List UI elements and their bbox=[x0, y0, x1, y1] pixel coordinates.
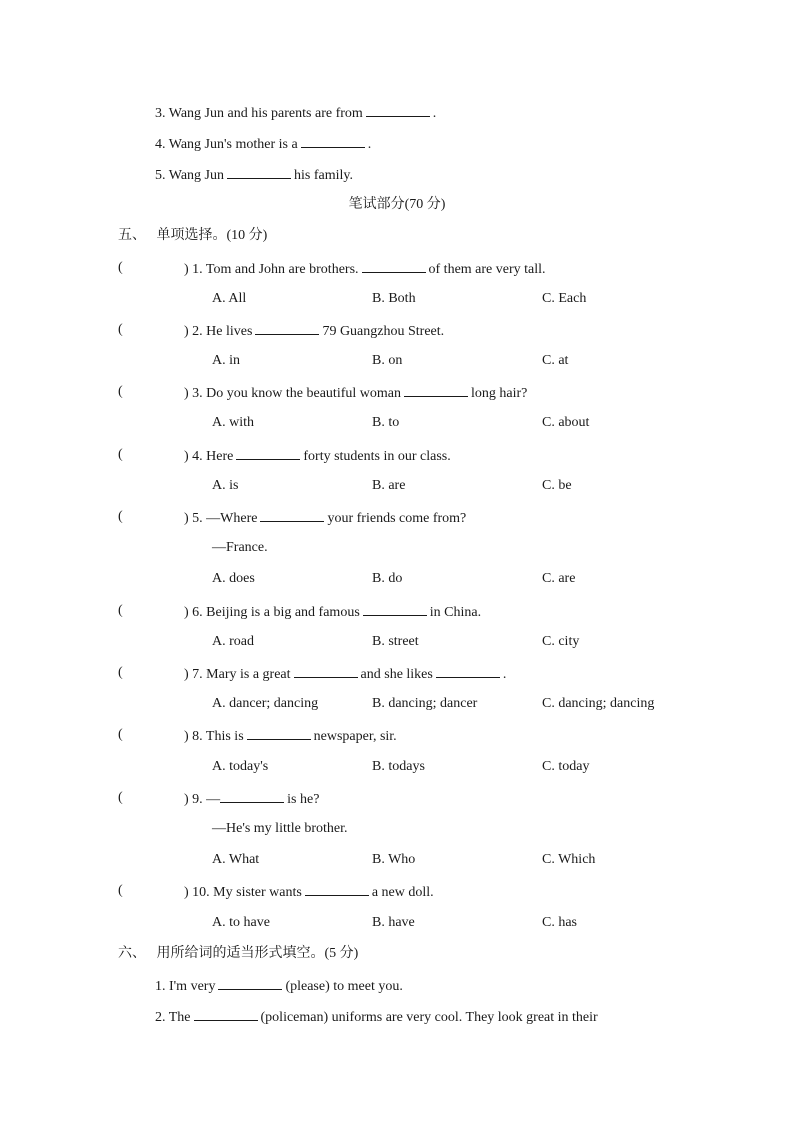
option-a[interactable]: A. dancer; dancing bbox=[212, 696, 319, 711]
option-c[interactable]: C. Which bbox=[542, 852, 596, 867]
question-8: ) 8. This is newspaper, sir. bbox=[184, 726, 397, 746]
answer-paren-open: ( bbox=[118, 509, 123, 524]
answer-blank[interactable] bbox=[366, 103, 430, 117]
listening-item-5: 5. Wang Jun his family. bbox=[155, 165, 353, 185]
dialogue-answer: —France. bbox=[212, 540, 268, 555]
answer-blank[interactable] bbox=[255, 321, 319, 335]
option-b[interactable]: B. Who bbox=[372, 852, 416, 867]
question-2: ) 2. He lives 79 Guangzhou Street. bbox=[184, 321, 444, 341]
answer-blank[interactable] bbox=[362, 259, 426, 273]
option-a[interactable]: A. in bbox=[212, 353, 240, 368]
listening-item-4: 4. Wang Jun's mother is a . bbox=[155, 134, 371, 154]
option-c[interactable]: C. city bbox=[542, 634, 580, 649]
question-5: ) 5. —Where your friends come from? bbox=[184, 508, 466, 528]
answer-paren-open: ( bbox=[118, 665, 123, 680]
option-c[interactable]: C. at bbox=[542, 353, 569, 368]
answer-blank[interactable] bbox=[247, 726, 311, 740]
answer-paren-open: ( bbox=[118, 322, 123, 337]
option-b[interactable]: B. are bbox=[372, 478, 406, 493]
option-b[interactable]: B. to bbox=[372, 415, 400, 430]
written-part-title: 笔试部分(70 分) bbox=[348, 197, 446, 212]
answer-blank[interactable] bbox=[218, 976, 282, 990]
option-b[interactable]: B. on bbox=[372, 353, 403, 368]
answer-paren-open: ( bbox=[118, 384, 123, 399]
section-6-header bbox=[118, 945, 358, 963]
answer-blank[interactable] bbox=[294, 664, 358, 678]
option-b[interactable]: B. todays bbox=[372, 759, 425, 774]
answer-blank[interactable] bbox=[236, 446, 300, 460]
option-a[interactable]: A. does bbox=[212, 571, 255, 586]
option-c[interactable]: C. be bbox=[542, 478, 572, 493]
answer-paren-open: ( bbox=[118, 883, 123, 898]
option-c[interactable]: C. Each bbox=[542, 291, 587, 306]
option-b[interactable]: B. dancing; dancer bbox=[372, 696, 478, 711]
section-5-header bbox=[118, 227, 267, 245]
answer-paren-open: ( bbox=[118, 260, 123, 275]
fill-item-2: 2. The (policeman) uniforms are very cool. They look great in their bbox=[155, 1007, 598, 1027]
question-1: ) 1. Tom and John are brothers. of them are very tall. bbox=[184, 259, 546, 279]
question-9: ) 9. — is he? bbox=[184, 789, 319, 809]
question-6: ) 6. Beijing is a big and famous in China. bbox=[184, 602, 481, 622]
section-title: 用所给词的适当形式填空。(5 分) bbox=[156, 946, 359, 961]
option-b[interactable]: B. street bbox=[372, 634, 419, 649]
answer-paren-open: ( bbox=[118, 447, 123, 462]
option-c[interactable]: C. has bbox=[542, 915, 577, 930]
option-c[interactable]: C. dancing; dancing bbox=[542, 696, 655, 711]
answer-blank[interactable] bbox=[301, 134, 365, 148]
answer-blank[interactable] bbox=[363, 602, 427, 616]
option-a[interactable]: A. is bbox=[212, 478, 239, 493]
question-10: ) 10. My sister wants a new doll. bbox=[184, 882, 434, 902]
option-a[interactable]: A. with bbox=[212, 415, 254, 430]
answer-blank[interactable] bbox=[194, 1007, 258, 1021]
fill-item-1: 1. I'm very (please) to meet you. bbox=[155, 976, 403, 996]
option-c[interactable]: C. today bbox=[542, 759, 590, 774]
answer-paren-open: ( bbox=[118, 603, 123, 618]
option-b[interactable]: B. do bbox=[372, 571, 403, 586]
dialogue-answer: —He's my little brother. bbox=[212, 821, 348, 836]
answer-blank[interactable] bbox=[305, 882, 369, 896]
option-a[interactable]: A. What bbox=[212, 852, 260, 867]
section-number: 六、 bbox=[118, 946, 146, 961]
option-a[interactable]: A. road bbox=[212, 634, 254, 649]
option-c[interactable]: C. about bbox=[542, 415, 590, 430]
answer-blank[interactable] bbox=[260, 508, 324, 522]
option-c[interactable]: C. are bbox=[542, 571, 576, 586]
option-a[interactable]: A. to have bbox=[212, 915, 270, 930]
section-title: 单项选择。(10 分) bbox=[156, 228, 268, 243]
question-7: ) 7. Mary is a great and she likes . bbox=[184, 664, 506, 684]
answer-blank[interactable] bbox=[404, 383, 468, 397]
answer-paren-open: ( bbox=[118, 790, 123, 805]
answer-blank[interactable] bbox=[436, 664, 500, 678]
option-b[interactable]: B. have bbox=[372, 915, 415, 930]
answer-blank[interactable] bbox=[227, 165, 291, 179]
answer-paren-open: ( bbox=[118, 727, 123, 742]
listening-item-3: 3. Wang Jun and his parents are from . bbox=[155, 103, 436, 123]
question-4: ) 4. Here forty students in our class. bbox=[184, 446, 451, 466]
option-a[interactable]: A. All bbox=[212, 291, 247, 306]
option-b[interactable]: B. Both bbox=[372, 291, 416, 306]
answer-blank[interactable] bbox=[220, 789, 284, 803]
option-a[interactable]: A. today's bbox=[212, 759, 269, 774]
question-3: ) 3. Do you know the beautiful woman long hair? bbox=[184, 383, 527, 403]
section-number: 五、 bbox=[118, 228, 146, 243]
